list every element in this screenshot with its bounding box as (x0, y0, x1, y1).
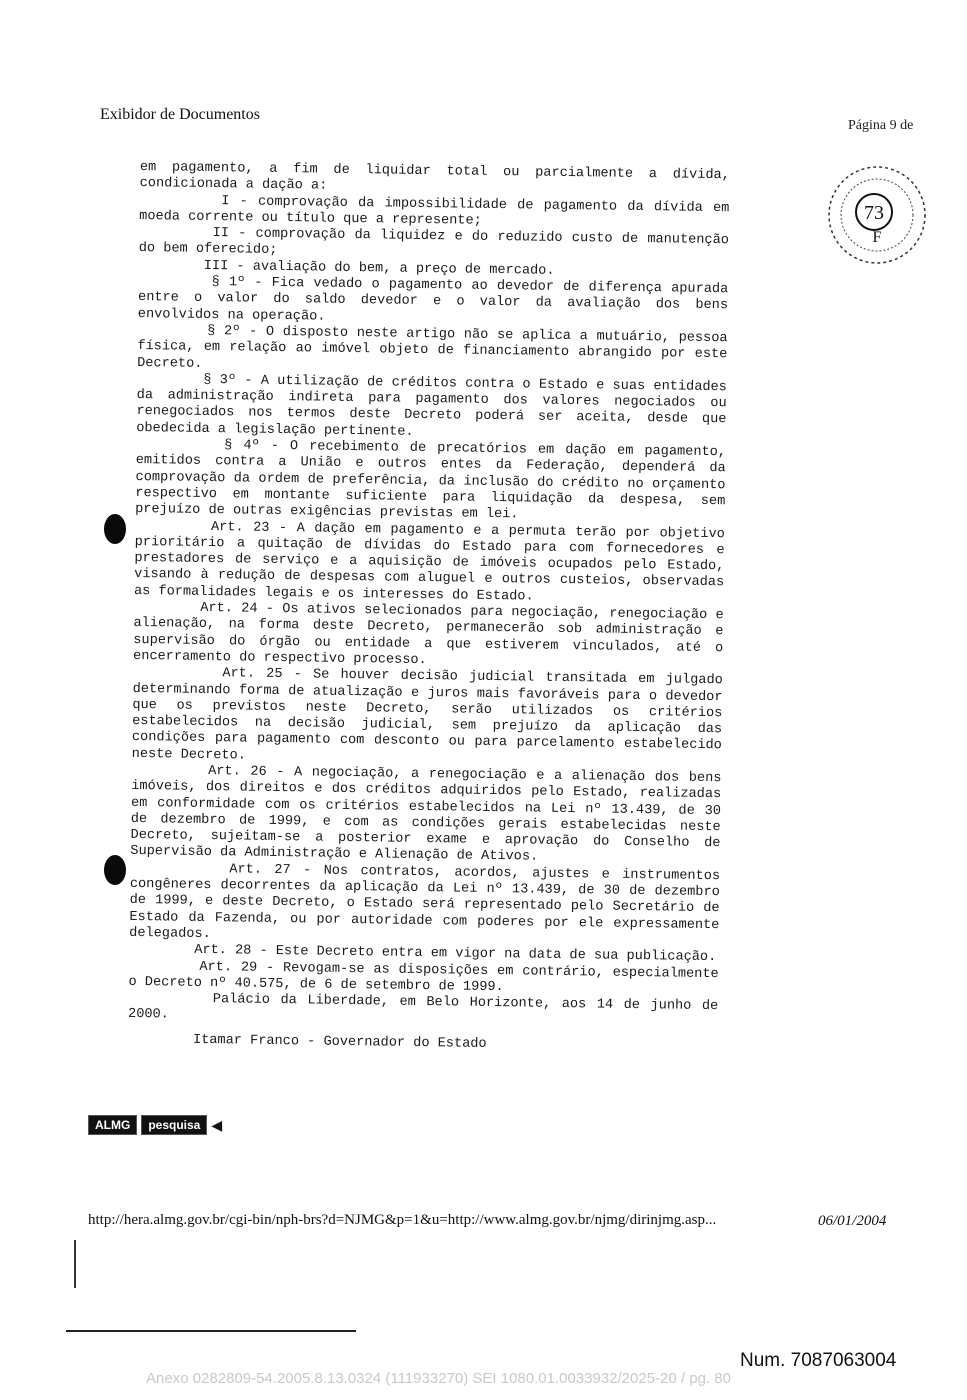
pesquisa-button[interactable]: pesquisa (141, 1115, 207, 1135)
paragraph: Art. 25 - Se houver decisão judicial transitada em julgado determinando forma de atualização e juros mais favoráveis para o devedor que os previstos neste Decreto, serão utilizados os critérios estabelecidos na decisão judicial, sem prejuízo da aplicação das condições para pagamento com desconto ou para parcelamento estabelecido neste Decreto. (131, 665, 732, 764)
signature: Itamar Franco - Governador do Estado (127, 1031, 487, 1052)
paragraph: Art. 26 - A negociação, a renegociação e a alienação dos bens imóveis, dos direitos e dos créditos adquiridos pelo Estado, realizadas em conformidade com os critérios estabelecidos na Lei nº 13.439, de 30 de dezembro de 1999, e com as condições gerais estabelecidas neste Decreto, sujeitam-se a posterior exame e aprovação do Conselho de Supervisão da Administração e Alienação de Ativos. (130, 762, 730, 866)
paragraph: I - comprovação da impossibilidade de pagamento da dívida em moeda corrente ou título que a represente; (139, 192, 738, 229)
document-viewer-title: Exibidor de Documentos (100, 106, 260, 123)
stamp-letter: F (872, 229, 882, 246)
paragraph: Art. 23 - A dação em pagamento e a permuta terão por objetivo prioritário a quitação de dívidas do Estado para com fornecedores e prestadores de serviço e a aquisição de imóveis ocupados pelo Estado, visando à redução de despesas com aluguel e outros custeios, observadas as formalidades legais e os interesses do Estado. (133, 518, 734, 605)
punch-hole-mark (104, 855, 126, 885)
paragraph: III - avaliação do bem, a preço de mercado. (138, 257, 555, 279)
almg-nav-bar (88, 1115, 222, 1135)
protocol-stamp (822, 160, 932, 270)
stamp-number: 73 (864, 202, 884, 224)
paragraph: II - comprovação da liquidez e do reduzido custo de manutenção do bem oferecido; (138, 225, 738, 259)
scan-mark (74, 1240, 76, 1288)
decree-text (127, 160, 739, 1056)
annex-reference: Anexo 0282809-54.2005.8.13.0324 (111933270) SEI 1080.01.0033932/2025-20 / pg. 80 (146, 1370, 731, 1387)
document-number: Num. 7087063004 (740, 1350, 897, 1371)
paragraph: § 4º - O recebimento de precatórios em dação em pagamento, emitidos contra a União e outros entes da Federação, dependerá da comprovação da ordem de preferência, da inclusão do crédito no orçamento respectivo em montante suficiente para liquidação da despesa, sem prejuízo de outras exigências previstas em lei. (135, 437, 735, 523)
paragraph: § 2º - O disposto neste artigo não se aplica a mutuário, pessoa física, em relação ao imóvel objeto de financiamento abrangido por este Decreto. (137, 322, 736, 372)
paragraph: § 1º - Fica vedado o pagamento ao devedor de diferença apurada entre o valor do saldo devedor e o valor da avaliação dos bens envolvidos na operação. (137, 274, 737, 325)
paragraph: Palácio da Liberdade, em Belo Horizonte, aos 14 de junho de 2000. (127, 991, 727, 1023)
page-indicator: Página 9 de (848, 118, 914, 133)
print-date: 06/01/2004 (818, 1213, 887, 1229)
almg-button[interactable]: ALMG (88, 1115, 137, 1135)
paragraph: Art. 29 - Revogam-se as disposições em contrário, especialmente o Decreto nº 40.575, de 6 de setembro de 1999. (128, 958, 727, 996)
paragraph: Art. 28 - Este Decreto entra em vigor na data de sua publicação. (128, 942, 717, 966)
paragraph: em pagamento, a fim de liquidar total ou parcialmente a dívida, condicionada a dação a: (139, 160, 739, 194)
punch-hole-mark (104, 514, 126, 544)
back-arrow-icon[interactable]: ◀ (211, 1116, 223, 1133)
page-url: http://hera.almg.gov.br/cgi-bin/nph-brs?d=NJMG&p=1&u=http://www.almg.gov.br/njmg/dirinjmg.asp... (88, 1212, 717, 1228)
divider-line (66, 1330, 356, 1332)
paragraph: § 3º - A utilização de créditos contra o Estado e suas entidades da administração indireta para pagamento dos valores negociados ou renegociados nos termos deste Decreto poderá ser aceita, desde que obedecida a legislação pertinente. (136, 371, 736, 440)
paragraph: Art. 24 - Os ativos selecionados para negociação, renegociação e alienação, na forma deste Decreto, permanecerão sob administração e supervisão do órgão ou entidade a que estiverem vinculados, até o encerramento do respectivo processo. (132, 599, 732, 668)
paragraph: Art. 27 - Nos contratos, acordos, ajustes e instrumentos congêneres decorrentes da aplicação da Lei nº 13.439, de 30 de dezembro de 1999, e deste Decreto, o Estado será representado pelo Secretário de Estado da Fazenda, ou por autoridade com poderes por ele expressamente delegados. (129, 860, 729, 943)
